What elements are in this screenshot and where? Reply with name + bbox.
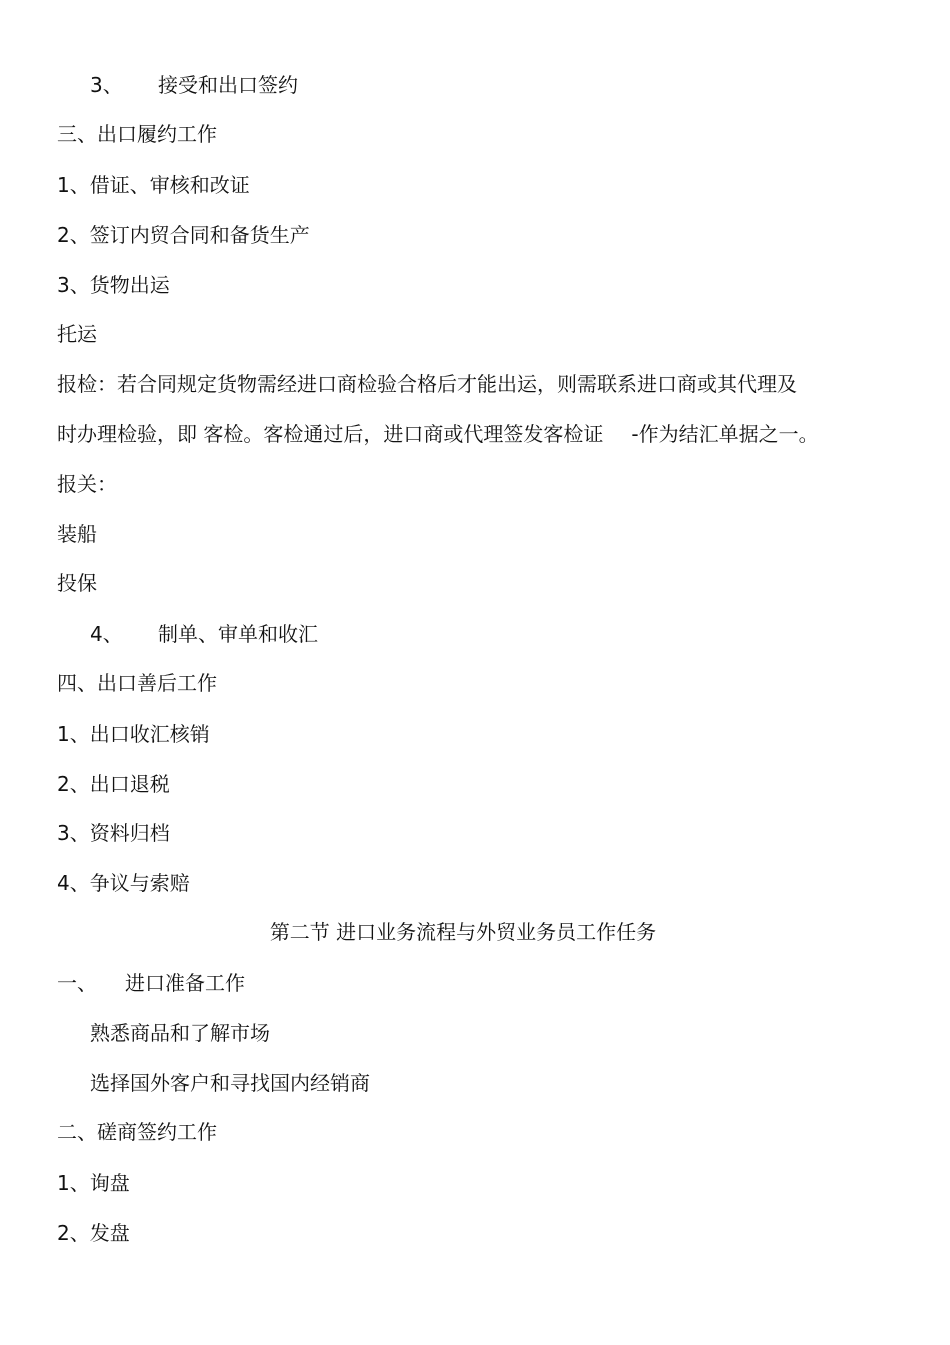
section-heading: 三、出口履约工作 [57,122,217,146]
list-item [90,620,318,648]
list-item: 1、出口收汇核销 [57,722,210,746]
item-text: 接受和出口签约 [158,73,298,97]
list-item: 1、借证、审核和改证 [57,173,250,197]
list-item [90,71,298,99]
list-item: 4、争议与索赔 [57,871,190,895]
item-number: 4、 [90,622,123,646]
list-item: 2、出口退税 [57,772,170,796]
paragraph-text: 时办理检验，即 客检。客检通过后，进口商或代理签发客检证 [57,422,604,446]
paragraph-line: 报检：若合同规定货物需经进口商检验合格后才能出运，则需联系进口商或其代理及 [57,372,797,396]
sub-item: 托运 [57,322,97,346]
item-text: 进口准备工作 [125,971,245,995]
section-heading: 四、出口善后工作 [57,671,217,695]
list-item: 3、货物出运 [57,273,170,297]
sub-item: 装船 [57,522,97,546]
section-heading: 二、磋商签约工作 [57,1120,217,1144]
chapter-heading: 第二节 进口业务流程与外贸业务员工作任务 [269,920,657,944]
paragraph-text: -作为结汇单据之一。 [631,422,819,446]
sub-item: 报关： [57,472,117,496]
section-heading [57,969,245,997]
item-number: 3、 [90,73,123,97]
list-item: 2、发盘 [57,1221,130,1245]
list-item: 3、资料归档 [57,821,170,845]
item-number: 一、 [57,971,97,995]
sub-item: 选择国外客户和寻找国内经销商 [90,1071,370,1095]
paragraph-line [57,420,819,448]
item-text: 制单、审单和收汇 [158,622,318,646]
sub-item: 熟悉商品和了解市场 [90,1021,270,1045]
sub-item: 投保 [57,571,97,595]
list-item: 1、询盘 [57,1171,130,1195]
list-item: 2、签订内贸合同和备货生产 [57,223,310,247]
